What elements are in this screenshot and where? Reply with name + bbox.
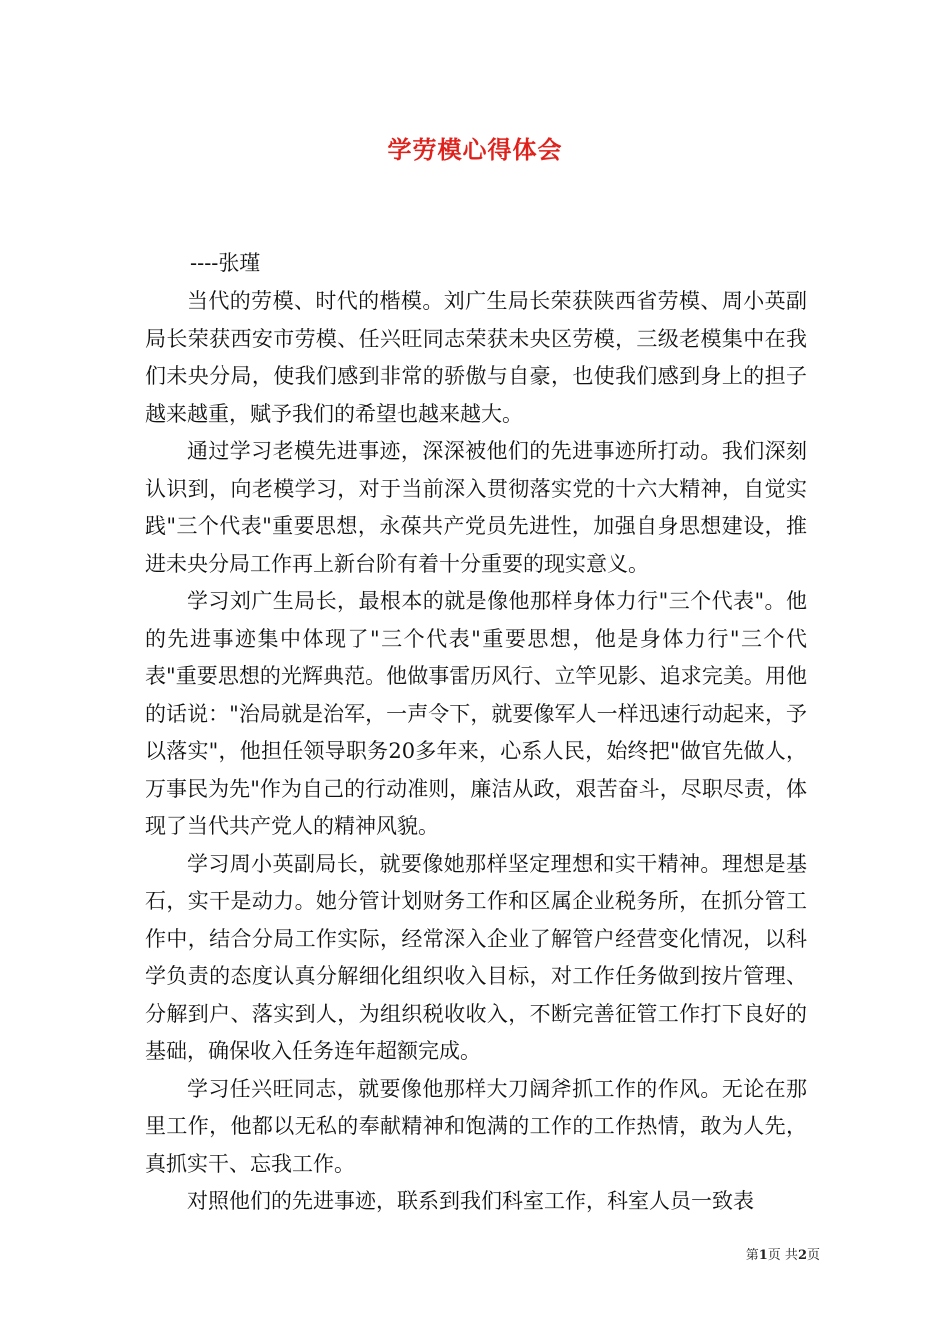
document-author: ----张瑾 bbox=[190, 251, 261, 275]
paragraph: 学习刘广生局长，最根本的就是像他那样身体力行"三个代表"。他的先进事迹集中体现了"三个代表"重要思想，他是身体力行"三个代表"重要思想的光辉典范。他做事雷历风行、立竿见影、追求完美。用他的话说："治局就是治军，一声令下，就要像军人一样迅速行动起来，予以落实"，他担任领导职务20多年来，心系人民，始终把"做官先做人，万事民为先"作为自己的行动准则，廉洁从政，艰苦奋斗，尽职尽责，体现了当代共产党人的精神风貌。 bbox=[145, 589, 807, 838]
document-body bbox=[145, 283, 807, 1221]
paragraph: 学习周小英副局长，就要像她那样坚定理想和实干精神。理想是基石，实干是动力。她分管计划财务工作和区属企业税务所，在抓分管工作中，结合分局工作实际，经常深入企业了解管户经营变化情况，以科学负责的态度认真分解细化组织收入目标，对工作任务做到按片管理、分解到户、落实到人，为组织税收收入，不断完善征管工作打下良好的基础，确保收入任务连年超额完成。 bbox=[145, 851, 807, 1063]
paragraph: 对照他们的先进事迹，联系到我们科室工作，科室人员一致表 bbox=[187, 1189, 754, 1213]
page-footer bbox=[700, 1247, 820, 1265]
footer-total-pages: 2 bbox=[797, 1248, 807, 1263]
footer-prefix: 第 bbox=[745, 1248, 759, 1263]
paragraph: 当代的劳模、时代的楷模。刘广生局长荣获陕西省劳模、周小英副局长荣获西安市劳模、任兴旺同志荣获未央区劳模，三级老模集中在我们未央分局，使我们感到非常的骄傲与自豪，也使我们感到身上的担子越来越重，赋予我们的希望也越来越大。 bbox=[145, 289, 807, 426]
document-title: 学劳模心得体会 bbox=[387, 135, 563, 164]
footer-suffix: 页 bbox=[806, 1248, 820, 1263]
footer-page-number: 1 bbox=[758, 1248, 768, 1263]
paragraph: 通过学习老模先进事迹，深深被他们的先进事迹所打动。我们深刻认识到，向老模学习，对于当前深入贯彻落实党的十六大精神，自觉实践"三个代表"重要思想，永葆共产党员先进性，加强自身思想建设，推进未央分局工作再上新台阶有着十分重要的现实意义。 bbox=[145, 439, 807, 576]
paragraph: 学习任兴旺同志，就要像他那样大刀阔斧抓工作的作风。无论在那里工作，他都以无私的奉献精神和饱满的工作的工作热情，敢为人先，真抓实干、忘我工作。 bbox=[145, 1076, 807, 1176]
footer-middle: 页 共 bbox=[767, 1248, 798, 1263]
